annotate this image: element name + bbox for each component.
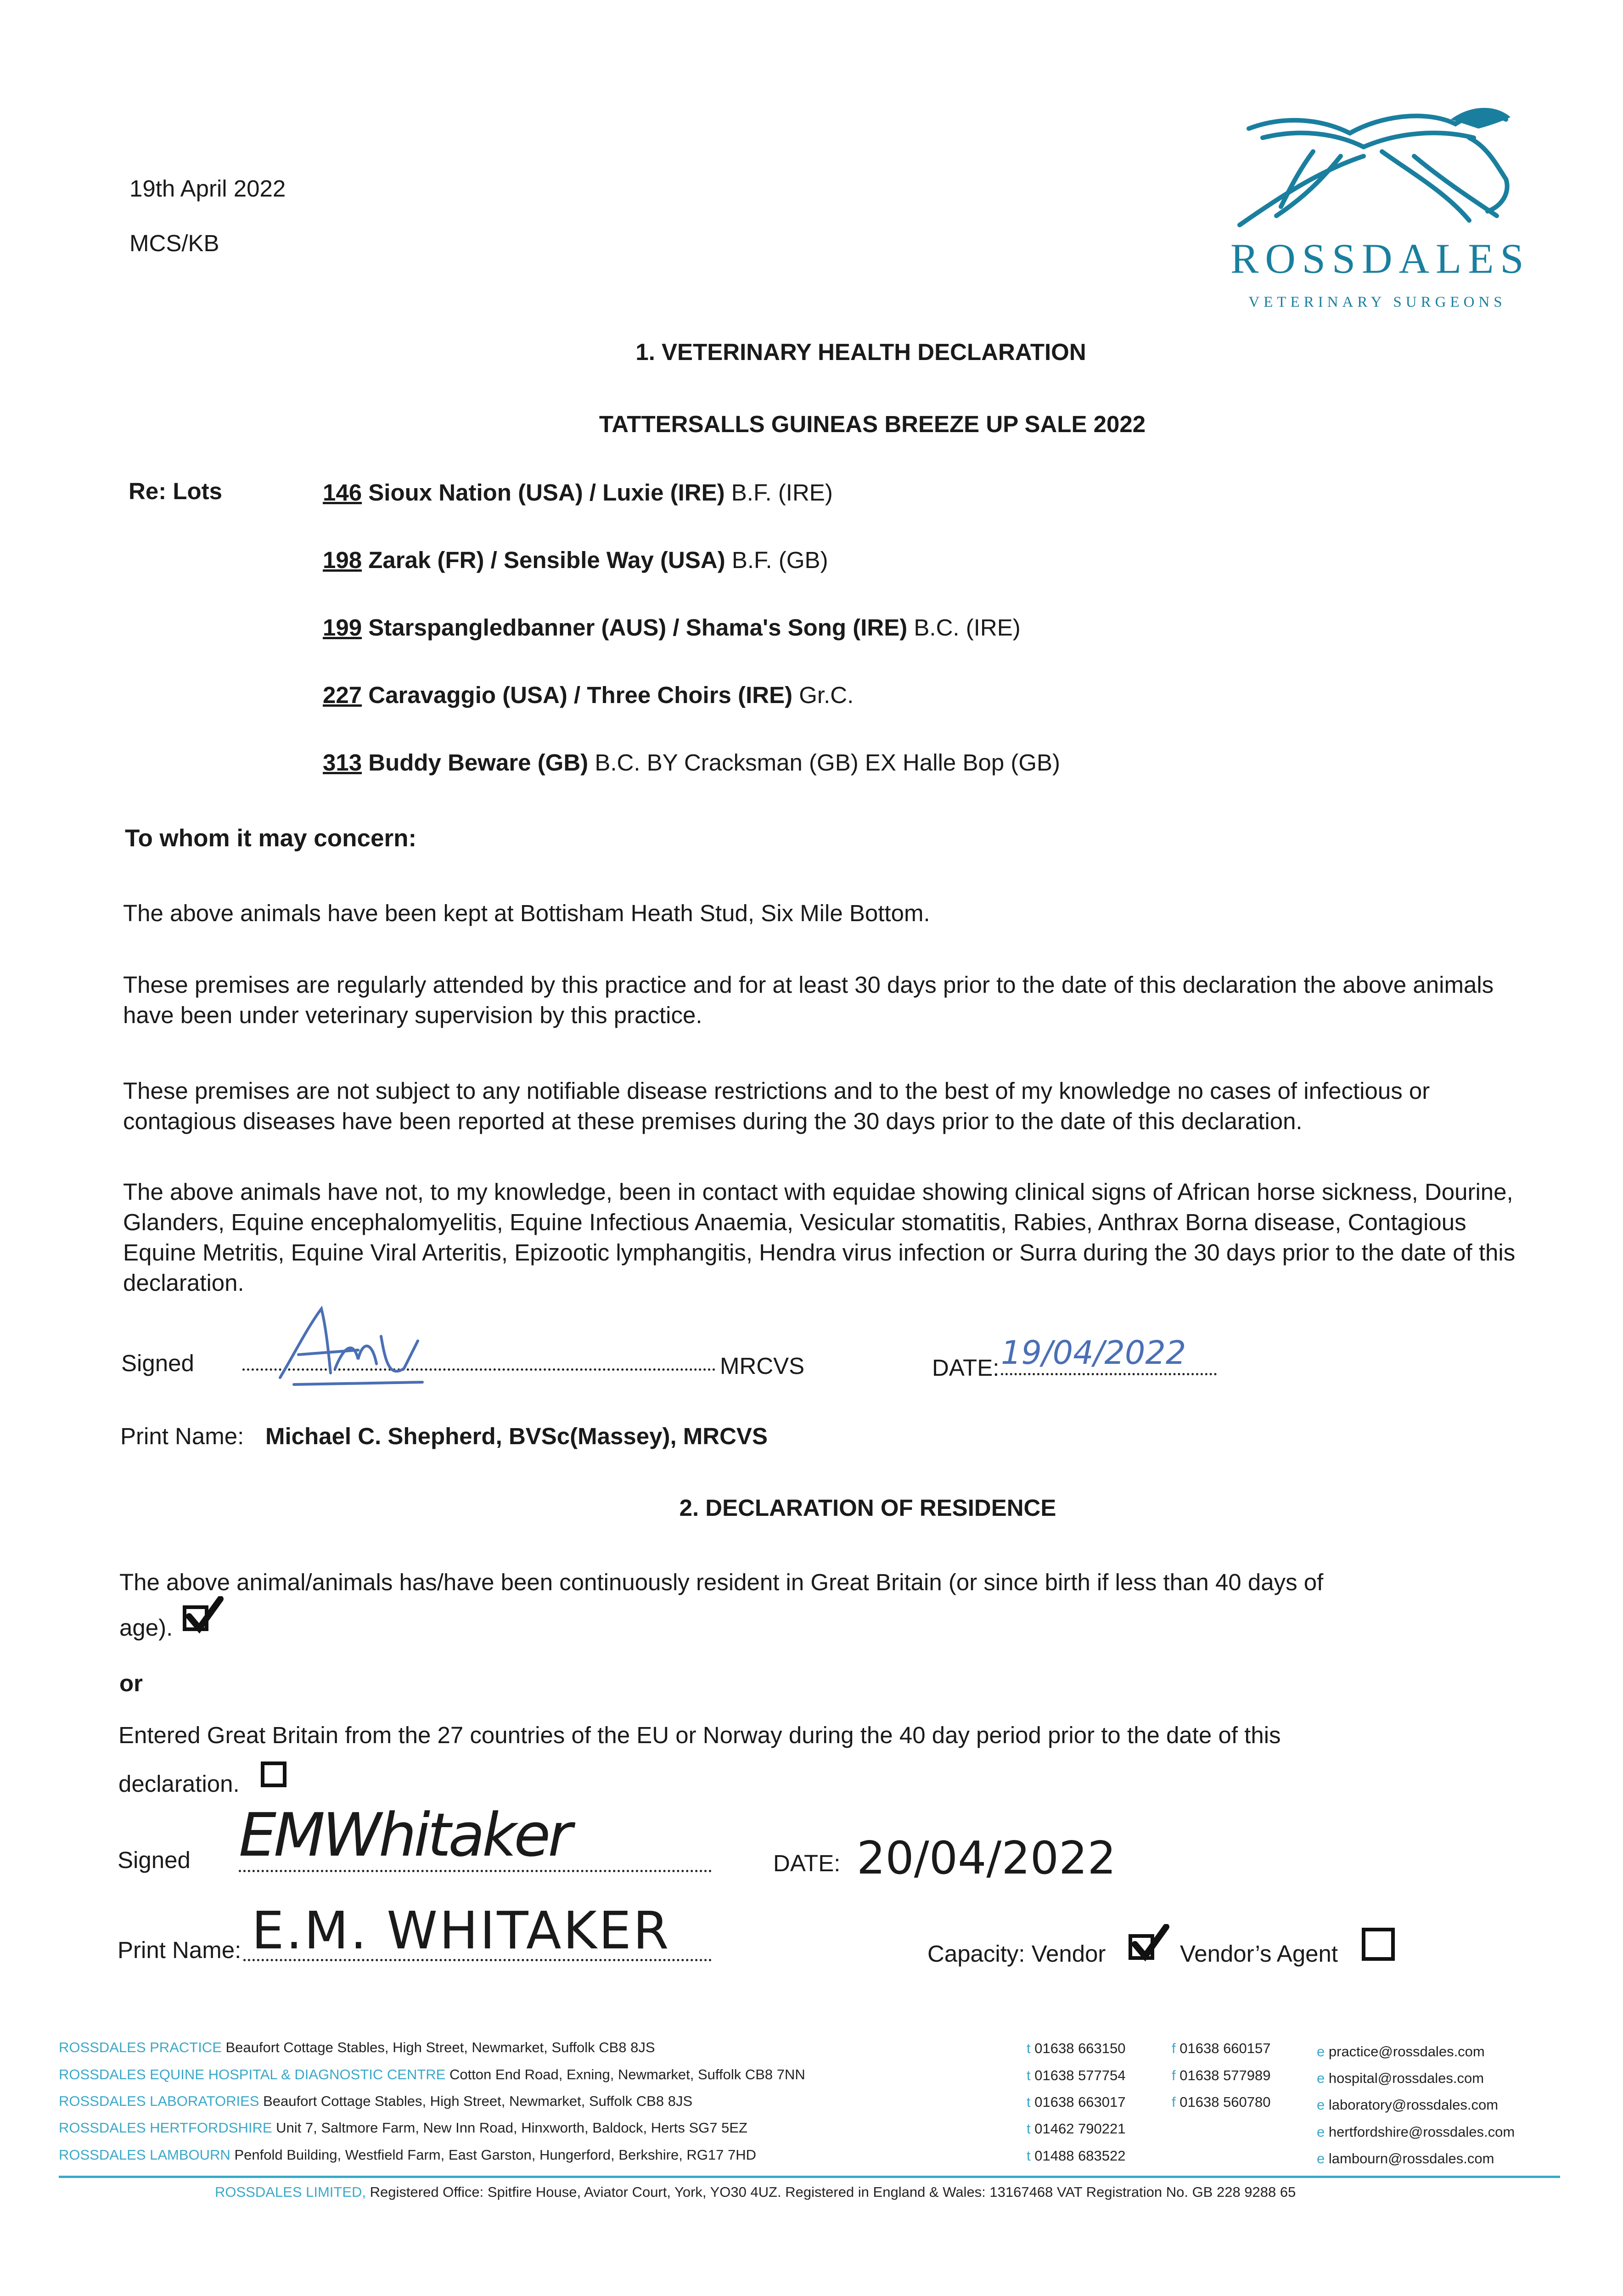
footer-row: ROSSDALES PRACTICE Beaufort Cottage Stables, High Street, Newmarket, Suffolk CB8 8JS bbox=[59, 2039, 655, 2055]
residence-option2-tail: declaration. bbox=[118, 1771, 240, 1797]
lot-row: 227 Caravaggio (USA) / Three Choirs (IRE) Gr.C. bbox=[323, 682, 854, 708]
residence-checkbox-unchecked[interactable] bbox=[261, 1761, 286, 1787]
vendor-print-name-label: Print Name: bbox=[118, 1937, 241, 1963]
lot-row: 313 Buddy Beware (GB) B.C. BY Cracksman (GB) EX Halle Bop (GB) bbox=[323, 749, 1061, 776]
vendors-agent-label: Vendor’s Agent bbox=[1180, 1941, 1338, 1967]
vet-date-label: DATE: bbox=[932, 1355, 1000, 1381]
registered-office: ROSSDALES LIMITED, Registered Office: Spitfire House, Aviator Court, York, YO30 4UZ. Registered in England & Wales: 13167468 VAT Registration No. GB 228 9288 65 bbox=[215, 2184, 1296, 2200]
footer-email: e hospital@rossdales.com bbox=[1317, 2070, 1484, 2086]
footer-divider bbox=[59, 2176, 1560, 2178]
footer-tel: t 01638 663150 bbox=[1027, 2040, 1126, 2056]
footer-email: e laboratory@rossdales.com bbox=[1317, 2097, 1499, 2113]
footer-fax: f 01638 577989 bbox=[1172, 2067, 1271, 2083]
logo-name: ROSSDALES bbox=[1230, 235, 1530, 282]
horse-logo-icon bbox=[1230, 101, 1524, 243]
lot-row: 198 Zarak (FR) / Sensible Way (USA) B.F. (GB) bbox=[323, 547, 828, 573]
vendors-agent-checkbox[interactable] bbox=[1362, 1928, 1395, 1961]
vendor-signed-label: Signed bbox=[118, 1847, 191, 1873]
footer-fax: f 01638 560780 bbox=[1172, 2094, 1271, 2110]
capacity-vendor-label: Capacity: Vendor bbox=[927, 1941, 1106, 1967]
residence-option1-tail: age). bbox=[119, 1615, 173, 1641]
footer-tel: t 01638 577754 bbox=[1027, 2067, 1126, 2083]
or-label: or bbox=[119, 1670, 143, 1696]
capacity-vendor-checkbox-checked[interactable] bbox=[1129, 1934, 1154, 1960]
re-lots-label: Re: Lots bbox=[129, 478, 222, 504]
footer-row: ROSSDALES LAMBOURN Penfold Building, Westfield Farm, East Garston, Hungerford, Berkshire, RG17 7HD bbox=[59, 2147, 757, 2163]
vendor-date-value: 20/04/2022 bbox=[857, 1832, 1116, 1885]
paragraph-supervision: These premises are regularly attended by this practice and for at least 30 days prior to the date of this declaration the above animals have been under veterinary supervision by this practice. bbox=[123, 972, 1494, 1028]
vet-date-value: 19/04/2022 bbox=[1001, 1334, 1186, 1372]
footer-row: ROSSDALES HERTFORDSHIRE Unit 7, Saltmore Farm, New Inn Road, Hinxworth, Baldock, Herts SG7 5EZ bbox=[59, 2120, 747, 2136]
residence-option2-text: Entered Great Britain from the 27 countries of the EU or Norway during the 40 day period prior to the date of this bbox=[118, 1722, 1281, 1748]
paragraph-diseases: The above animals have not, to my knowledge, been in contact with equidae showing clinical signs of African horse sickness, Dourine, Glanders, Equine encephalomyelitis, Equine Infectious Anaemia, Vesicular stomatitis, Rabies, Anthrax Borna disease, Contagious Equine Metritis, Equine Viral Arteritis, Epizootic lymphangitis, Hendra virus infection or Surra during the 30 days prior to the date of this declaration. bbox=[123, 1179, 1516, 1296]
footer-tel: t 01638 663017 bbox=[1027, 2094, 1126, 2110]
letter-date: 19th April 2022 bbox=[129, 175, 286, 202]
vet-print-name-label: Print Name: bbox=[120, 1423, 244, 1449]
residence-checkbox-checked[interactable] bbox=[183, 1605, 208, 1631]
lot-row: 199 Starspangledbanner (AUS) / Shama's Song (IRE) B.C. (IRE) bbox=[323, 614, 1021, 641]
lot-row: 146 Sioux Nation (USA) / Luxie (IRE) B.F. (IRE) bbox=[323, 479, 833, 506]
footer-email: e practice@rossdales.com bbox=[1317, 2043, 1485, 2060]
paragraph-restrictions: These premises are not subject to any notifiable disease restrictions and to the best of my knowledge no cases of infectious or contagious diseases have been reported at these premises during the 30 days prior to the date of this declaration. bbox=[123, 1078, 1430, 1134]
footer-email: e lambourn@rossdales.com bbox=[1317, 2150, 1494, 2167]
checkmark-icon bbox=[1129, 1924, 1171, 1965]
mrcvs-label: MRCVS bbox=[720, 1353, 805, 1379]
vendor-signature: EMWhitaker bbox=[239, 1800, 570, 1870]
footer-email: e hertfordshire@rossdales.com bbox=[1317, 2124, 1515, 2140]
rossdales-logo bbox=[1230, 101, 1530, 321]
footer-row: ROSSDALES LABORATORIES Beaufort Cottage Stables, High Street, Newmarket, Suffolk CB8 8JS bbox=[59, 2093, 693, 2109]
vet-print-name: Michael C. Shepherd, BVSc(Massey), MRCVS bbox=[265, 1423, 768, 1449]
vendor-date-label: DATE: bbox=[773, 1850, 841, 1876]
vet-date-line bbox=[1001, 1373, 1217, 1375]
paragraph-premises: The above animals have been kept at Bottisham Heath Stud, Six Mile Bottom. bbox=[123, 900, 930, 926]
vet-signature-icon bbox=[266, 1300, 432, 1391]
vendor-signature-line bbox=[239, 1870, 712, 1872]
footer-tel: t 01488 683522 bbox=[1027, 2148, 1126, 2164]
sale-title: TATTERSALLS GUINEAS BREEZE UP SALE 2022 bbox=[599, 411, 1146, 437]
salutation: To whom it may concern: bbox=[125, 825, 417, 852]
section1-heading: 1. VETERINARY HEALTH DECLARATION bbox=[635, 339, 1086, 365]
vendor-print-name: E.M. WHITAKER bbox=[252, 1901, 671, 1961]
section2-heading: 2. DECLARATION OF RESIDENCE bbox=[679, 1495, 1056, 1521]
residence-option1-text: The above animal/animals has/have been continuously resident in Great Britain (or since birth if less than 40 days of bbox=[119, 1569, 1324, 1595]
logo-tagline: VETERINARY SURGEONS bbox=[1248, 294, 1506, 310]
footer-fax: f 01638 660157 bbox=[1172, 2040, 1271, 2056]
letter-reference: MCS/KB bbox=[129, 230, 219, 256]
vet-signed-label: Signed bbox=[121, 1350, 194, 1376]
checkmark-icon bbox=[184, 1596, 225, 1638]
footer-row: ROSSDALES EQUINE HOSPITAL & DIAGNOSTIC CENTRE Cotton End Road, Exning, Newmarket, Suffolk CB8 7NN bbox=[59, 2066, 805, 2082]
footer-tel: t 01462 790221 bbox=[1027, 2121, 1126, 2137]
